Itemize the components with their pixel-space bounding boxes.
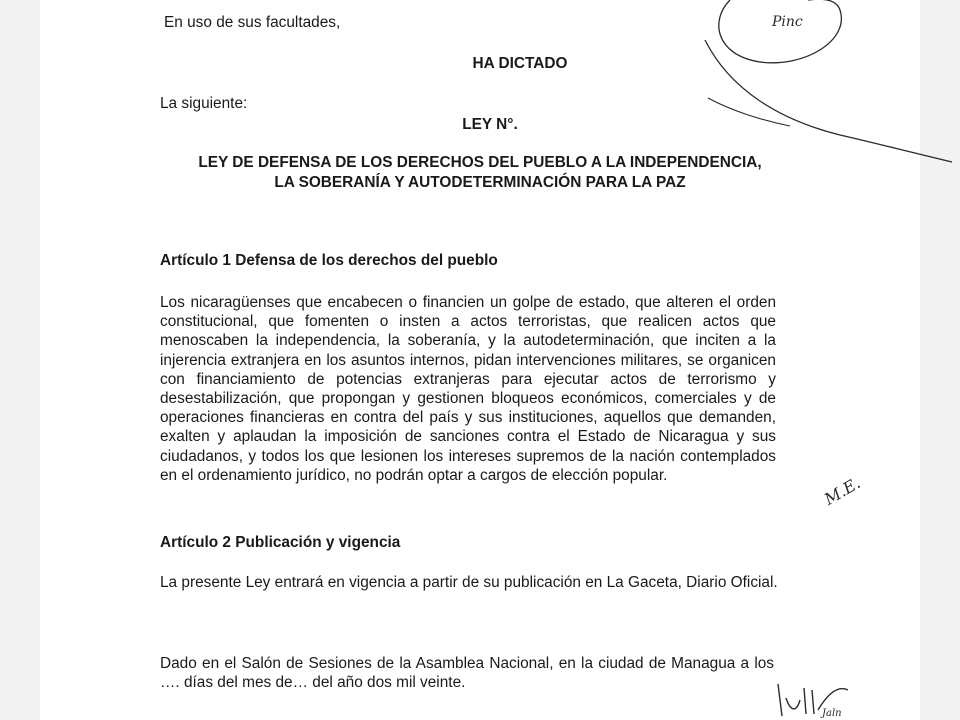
article2-heading: Artículo 2 Publicación y vigencia [160, 534, 401, 551]
closing-text: Dado en el Salón de Sesiones de la Asamblea Nacional, en la ciudad de Managua a los …. días del mes de… del año dos mil veinte. [160, 655, 774, 692]
article2-body: La presente Ley entrará en vigencia a partir de su publicación en La Gaceta, Diario Oficial. [160, 574, 778, 591]
top-signature-text: Pinc [772, 14, 803, 30]
intro-text: En uso de sus facultades, [164, 14, 341, 31]
margin-initials-text: M.E. [820, 473, 864, 509]
law-title-line2: LA SOBERANÍA Y AUTODETERMINACIÓN PARA LA PAZ [274, 174, 686, 191]
article1-body: Los nicaragüenses que encabecen o financien un golpe de estado, que alteren el orden constitucional, que fomenten o insten a actos terroristas, que realicen actos que menoscaben la independencia, la soberanía, y la autodeterminación, que inciten a la injerencia extranjera en los asuntos internos, pidan intervenciones militares, se organicen con financiamiento de potencias extranjeras para ejecutar actos de terrorismo y desestabilización, que propongan y gestionen bloqueos económicos, comerciales y de operaciones financieras en contra del país y sus instituciones, aquellos que demanden, exalten y aplaudan la imposición de sanciones contra el Estado de Nicaragua y sus ciudadanos, y todos los que lesionen los intereses supremos de la nación contemplados en el ordenamiento jurídico, no podrán optar a cargos de elección popular. [160, 294, 776, 484]
following-text: La siguiente: [160, 95, 248, 112]
law-number: LEY N°. [462, 116, 518, 133]
dictated-heading: HA DICTADO [472, 55, 568, 72]
document-page [40, 0, 920, 720]
law-title-line1: LEY DE DEFENSA DE LOS DERECHOS DEL PUEBLO A LA INDEPENDENCIA, [198, 154, 762, 171]
article1-heading: Artículo 1 Defensa de los derechos del pueblo [160, 252, 498, 269]
bottom-signature-text: Jaln [822, 708, 842, 719]
